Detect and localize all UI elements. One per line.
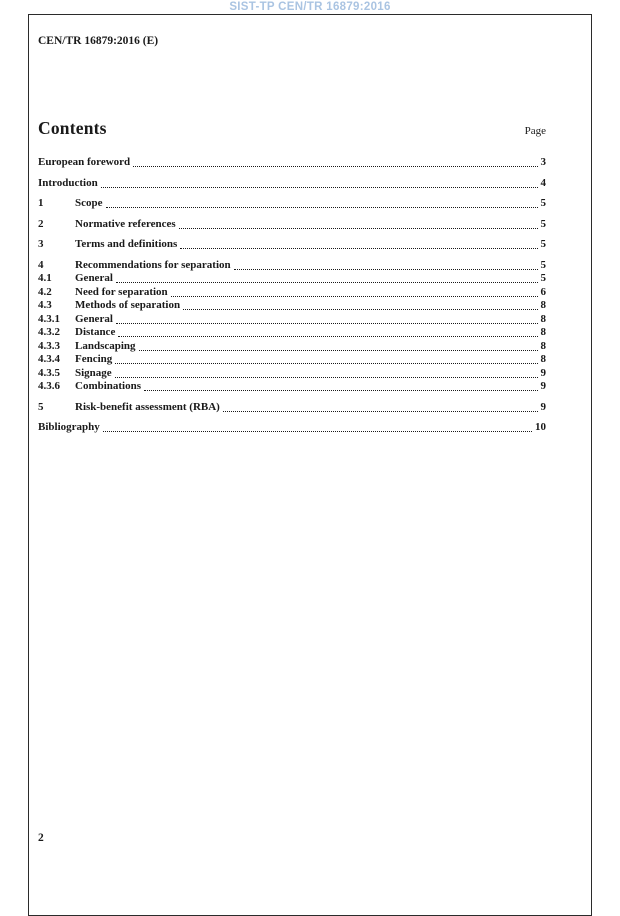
toc-row [38, 340, 546, 354]
toc-entry-title: Distance [75, 326, 116, 338]
dot-leader [234, 269, 538, 270]
page-column-label: Page [524, 125, 546, 137]
toc-entry-number: 4.3.5 [38, 366, 60, 379]
toc-entry-number: 4.3 [38, 299, 52, 311]
footer-page-number: 2 [38, 832, 44, 844]
toc-row [38, 353, 546, 367]
toc-entry-page: 8 [540, 326, 546, 338]
toc-entry-page: 5 [540, 272, 546, 284]
dot-leader [103, 431, 532, 432]
toc-entry-page: 8 [540, 353, 546, 365]
toc-entry-number: 4.2 [38, 285, 52, 298]
toc-entry-title: Signage [75, 366, 112, 379]
toc-entry-number: 4.3.4 [38, 353, 60, 365]
dot-leader [183, 309, 537, 310]
toc-entry-number: 4 [38, 258, 44, 271]
toc-entry-page: 9 [540, 380, 546, 392]
toc-entry-page: 4 [540, 176, 546, 189]
toc-entry-page: 9 [540, 366, 546, 379]
toc-entry-title: Methods of separation [75, 299, 181, 311]
toc-entry-title: Combinations [75, 380, 142, 392]
toc-entry-title: Fencing [75, 353, 113, 365]
toc-entry-title: Scope [75, 197, 103, 209]
toc-entry-page: 5 [540, 238, 546, 250]
toc-row [38, 286, 546, 300]
dot-leader [106, 207, 538, 208]
toc-entry-number: 4.3.6 [38, 380, 60, 392]
toc-entry-title: Bibliography [38, 421, 100, 433]
toc-row [38, 197, 546, 211]
toc-row [38, 259, 546, 273]
dot-leader [223, 411, 538, 412]
toc-row [38, 272, 546, 286]
toc-entry-title: Terms and definitions [75, 238, 178, 250]
toc-entry-title: General [75, 312, 113, 325]
dot-leader [179, 228, 538, 229]
toc-entry-number: 3 [38, 238, 44, 250]
toc-entry-title: Risk-benefit assessment (RBA) [75, 400, 220, 413]
toc-entry-title: European foreword [38, 156, 131, 168]
toc-entry-page: 6 [540, 285, 546, 298]
toc-entry-page: 5 [540, 258, 546, 271]
toc-row [38, 156, 546, 170]
toc-entry-number: 1 [38, 197, 44, 209]
toc-entry-page: 5 [540, 217, 546, 230]
dot-leader [144, 390, 537, 391]
dot-leader [171, 296, 538, 297]
dot-leader [133, 166, 537, 167]
dot-leader [139, 350, 538, 351]
toc-entry-number: 4.3.1 [38, 312, 60, 325]
toc-entry-page: 8 [540, 339, 546, 352]
toc-entry-page: 10 [535, 421, 546, 433]
toc-row [38, 421, 546, 435]
toc-row [38, 367, 546, 381]
toc-entry-title: Introduction [38, 176, 98, 189]
contents-header [38, 118, 546, 139]
toc-row [38, 401, 546, 415]
toc-entry-title: Recommendations for separation [75, 258, 231, 271]
toc-row [38, 218, 546, 232]
toc-entry-page: 8 [540, 312, 546, 325]
dot-leader [101, 187, 538, 188]
toc-entry-title: General [75, 272, 113, 284]
contents-title: Contents [38, 118, 107, 138]
toc-row [38, 177, 546, 191]
dot-leader [180, 248, 537, 249]
toc-entry-number: 4.3.2 [38, 326, 60, 338]
toc-entry-title: Need for separation [75, 285, 168, 298]
toc-entry-number: 4.3.3 [38, 339, 60, 352]
toc-entry-number: 4.1 [38, 272, 52, 284]
document-reference-header: CEN/TR 16879:2016 (E) [38, 35, 159, 47]
dot-leader [115, 363, 537, 364]
toc-row [38, 238, 546, 252]
toc-entry-page: 8 [540, 299, 546, 311]
toc-row [38, 326, 546, 340]
toc-entry-title: Landscaping [75, 339, 136, 352]
table-of-contents [38, 118, 546, 435]
toc-row [38, 380, 546, 394]
toc-entry-number: 2 [38, 217, 44, 230]
toc-entry-page: 5 [540, 197, 546, 209]
toc-row [38, 299, 546, 313]
toc-row [38, 313, 546, 327]
watermark-text: SIST-TP CEN/TR 16879:2016 [229, 1, 391, 13]
dot-leader [116, 282, 538, 283]
dot-leader [116, 323, 538, 324]
toc-entry-number: 5 [38, 400, 44, 413]
dot-leader [115, 377, 538, 378]
dot-leader [118, 336, 537, 337]
toc-entry-page: 3 [540, 156, 546, 168]
toc-entry-title: Normative references [75, 217, 176, 230]
toc-entry-page: 9 [540, 400, 546, 413]
